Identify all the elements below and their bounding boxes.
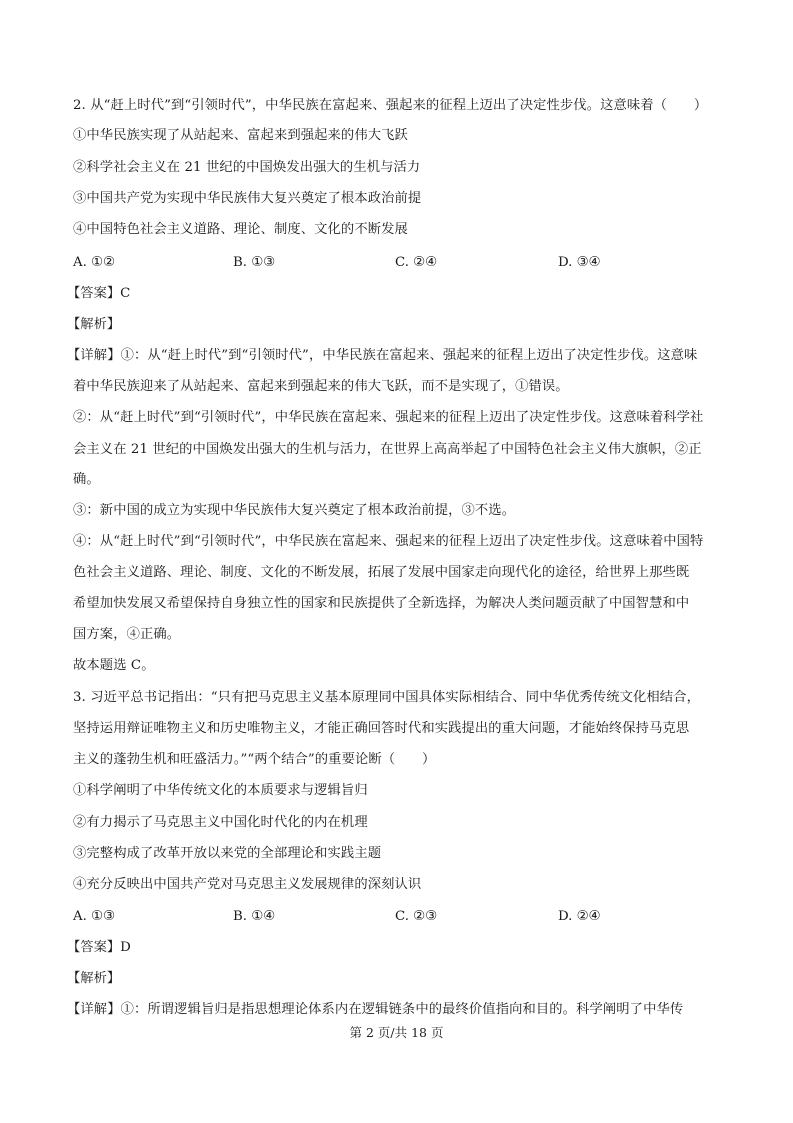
question-2-stem: 2. 从“赶上时代”到“引领时代”，中华民族在富起来、强起来的征程上迈出了决定性步伐。这意味着（ ） <box>73 98 708 113</box>
question-3-item-2: ②有力揭示了马克思主义中国化时代化的内在机理 <box>73 815 368 830</box>
question-2-analysis-line: 会主义在 21 世纪的中国焕发出强大的生机与活力，在世界上高高举起了中国特色社会主义伟大旗帜，②正 <box>73 442 702 457</box>
question-2-analysis-line: ④：从“赶上时代”到“引领时代”，中华民族在富起来、强起来的征程上迈出了决定性步伐。这意味着中国特 <box>73 534 704 549</box>
option-d: D. ③④ <box>558 255 601 270</box>
question-3-item-3: ③完整构成了改革开放以来党的全部理论和实践主题 <box>73 846 382 861</box>
question-2-analysis-line: 【详解】①：从“赶上时代”到“引领时代”，中华民族在富起来、强起来的征程上迈出了决定性步伐。这意味 <box>67 348 698 363</box>
question-2-analysis-line: ②：从“赶上时代”到“引领时代”，中华民族在富起来、强起来的征程上迈出了决定性步伐。这意味着科学社 <box>73 410 704 425</box>
question-2-analysis-line: 确。 <box>73 472 100 487</box>
question-3-item-1: ①科学阐明了中华传统文化的本质要求与逻辑旨归 <box>73 783 368 798</box>
question-3-options <box>73 907 723 927</box>
option-d: D. ②④ <box>558 909 601 924</box>
question-2-conclusion: 故本题选 C。 <box>73 658 155 673</box>
question-3-stem-line: 主义的蓬勃生机和旺盛活力。”“两个结合”的重要论断（ ） <box>73 752 436 767</box>
question-2-analysis-line: 色社会主义道路、理论、制度、文化的不断发展，拓展了发展中国家走向现代化的途径，给世界上那些既 <box>73 565 690 580</box>
option-c: C. ②④ <box>395 255 437 270</box>
page-footer: 第 2 页/共 18 页 <box>349 1025 444 1040</box>
option-c: C. ②③ <box>395 909 437 924</box>
question-2-item-4: ④中国特色社会主义道路、理论、制度、文化的不断发展 <box>73 222 408 237</box>
question-2-item-2: ②科学社会主义在 21 世纪的中国焕发出强大的生机与活力 <box>73 160 421 175</box>
question-2-analysis-line: 希望加快发展又希望保持自身独立性的国家和民族提供了全新选择，为解决人类问题贡献了中国智慧和中 <box>73 596 690 611</box>
option-b: B. ①④ <box>233 909 276 924</box>
option-b: B. ①③ <box>233 255 276 270</box>
question-2-analysis-line: 着中华民族迎来了从站起来、富起来到强起来的伟大飞跃，而不是实现了，①错误。 <box>73 379 569 394</box>
question-3-stem-line: 3. 习近平总书记指出：“只有把马克思主义基本原理同中国具体实际相结合、同中华优秀传统文化相结合， <box>73 690 700 705</box>
question-2-analysis-label: 【解析】 <box>67 317 121 332</box>
question-3-answer: 【答案】D <box>67 940 131 955</box>
question-2-answer: 【答案】C <box>67 286 131 301</box>
question-2-item-3: ③中国共产党为实现中华民族伟大复兴奠定了根本政治前提 <box>73 191 422 206</box>
question-3-item-4: ④充分反映出中国共产党对马克思主义发展规律的深刻认识 <box>73 877 422 892</box>
option-a: A. ①③ <box>73 909 115 924</box>
question-2-analysis-line: 国方案，④正确。 <box>73 627 181 642</box>
option-a: A. ①② <box>73 255 115 270</box>
question-2-item-1: ①中华民族实现了从站起来、富起来到强起来的伟大飞跃 <box>73 128 408 143</box>
question-2-options <box>73 253 723 273</box>
question-3-stem-line: 坚持运用辩证唯物主义和历史唯物主义，才能正确回答时代和实践提出的重大问题，才能始终保持马克思 <box>73 721 690 736</box>
question-2-analysis-line: ③：新中国的成立为实现中华民族伟大复兴奠定了根本政治前提，③不选。 <box>73 503 516 518</box>
question-3-analysis-line: 【详解】①：所谓逻辑旨归是指思想理论体系内在逻辑链条中的最终价值指向和目的。科学阐明了中华传 <box>67 1002 684 1017</box>
question-3-analysis-label: 【解析】 <box>67 971 121 986</box>
